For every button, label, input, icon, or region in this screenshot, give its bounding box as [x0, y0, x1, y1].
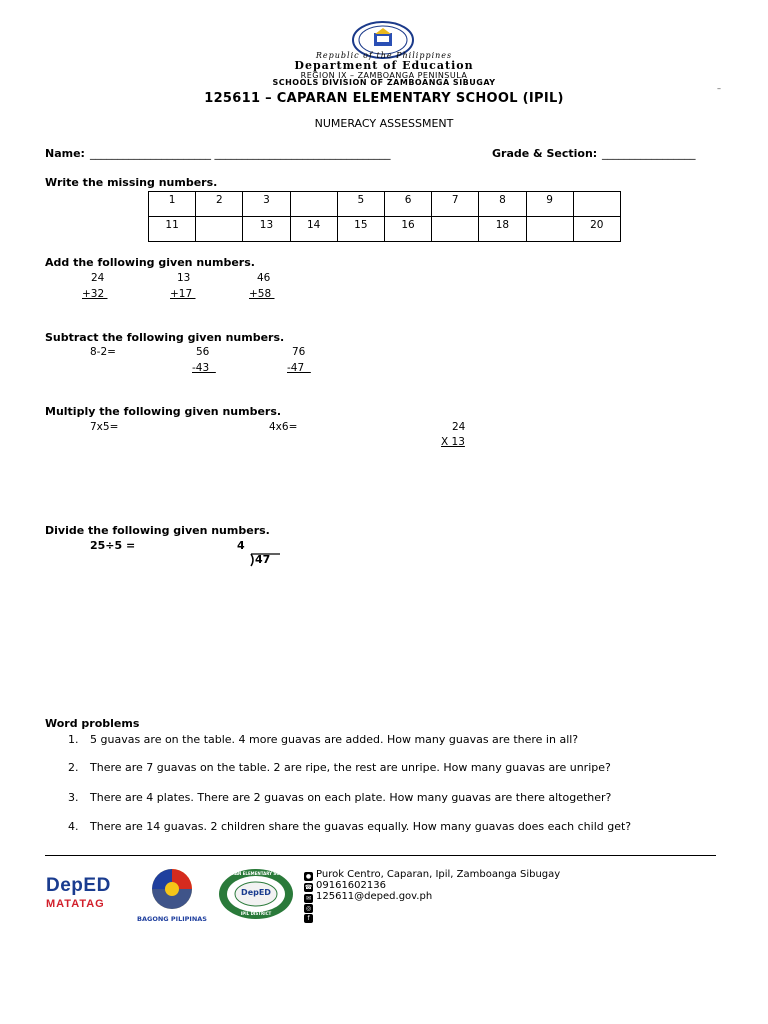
list-item [68, 791, 611, 804]
multiplication-vertical-top: 24 [452, 421, 466, 433]
school-seal-center-text: DepED [241, 888, 271, 897]
item-text: There are 4 plates. There are 2 guavas on each plate. How many guavas are there altogether? [90, 791, 612, 804]
list-item [68, 733, 578, 746]
table-cell: 13 [243, 217, 290, 242]
school-seal-district: IPIL DISTRICT [240, 911, 272, 916]
school-name: 125611 – CAPARAN ELEMENTARY SCHOOL (IPIL) [204, 91, 564, 106]
multiplication-inline-1: 7x5= [90, 421, 119, 433]
table-cell[interactable] [196, 217, 243, 242]
grade-section-blank[interactable]: _________________ [602, 147, 696, 160]
division-heading: Divide the following given numbers. [45, 524, 270, 537]
department-line: Department of Education [294, 59, 474, 72]
deped-matatag-logo [46, 875, 122, 917]
addition-heading: Add the following given numbers. [45, 256, 255, 269]
deped-logo-text: DepED [46, 875, 111, 896]
table-cell: 11 [149, 217, 196, 242]
table-cell[interactable] [290, 192, 337, 217]
table-row [149, 192, 621, 217]
addition-2-bottom: +17 [170, 288, 196, 300]
division-line: SCHOOLS DIVISION OF ZAMBOANGA SIBUGAY [272, 78, 496, 87]
contact-facebook [304, 911, 316, 923]
footer-divider [45, 855, 716, 856]
addition-2-top: 13 [177, 272, 191, 284]
item-number: 1. [68, 733, 79, 746]
facebook-icon: f [304, 914, 313, 923]
school-seal-logo [216, 867, 296, 921]
school-seal-text: CAPARAN ELEMENTARY SCHOOL [220, 871, 292, 876]
grade-section-label: Grade & Section: [492, 147, 598, 160]
table-cell[interactable] [432, 217, 479, 242]
missing-numbers-heading: Write the missing numbers. [45, 176, 218, 189]
page-title: NUMERACY ASSESSMENT [314, 117, 454, 130]
table-cell: 5 [337, 192, 384, 217]
multiplication-vertical-bottom: X 13 [441, 436, 465, 448]
subtraction-2-top: 76 [292, 346, 306, 358]
table-row [149, 217, 621, 242]
item-number: 2. [68, 761, 79, 774]
item-number: 4. [68, 820, 79, 833]
contact-email[interactable]: ✉ 125611@deped.gov.ph [305, 891, 433, 902]
list-item [68, 820, 631, 833]
table-cell: 14 [290, 217, 337, 242]
table-cell: 2 [196, 192, 243, 217]
addition-1-top: 24 [91, 272, 105, 284]
bagong-pilipinas-logo [134, 866, 210, 922]
matatag-logo-text: MATATAG [46, 898, 105, 910]
item-text: There are 14 guavas. 2 children share the guavas equally. How many guavas does each child get? [90, 820, 632, 833]
table-cell: 6 [384, 192, 431, 217]
multiplication-heading: Multiply the following given numbers. [45, 405, 282, 418]
table-cell: 20 [573, 217, 620, 242]
contact-address: ● Purok Centro, Caparan, Ipil, Zamboanga Sibugay [305, 869, 561, 880]
list-item [68, 761, 611, 774]
name-blank[interactable]: ______________________ ________________________________ [90, 147, 391, 160]
word-problems-heading: Word problems [45, 717, 140, 730]
subtraction-1-top: 56 [196, 346, 210, 358]
table-cell: 18 [479, 217, 526, 242]
multiplication-inline-2: 4x6= [269, 421, 298, 433]
subtraction-1-bottom: -43 [192, 362, 216, 374]
subtraction-2-bottom: -47 [287, 362, 311, 374]
item-text: 5 guavas are on the table. 4 more guavas are added. How many guavas are there in all? [90, 733, 579, 746]
phone-icon: ☎ [304, 884, 313, 891]
table-cell[interactable] [573, 192, 620, 217]
table-cell: 9 [526, 192, 573, 217]
subtraction-inline: 8-2= [90, 346, 116, 358]
addition-1-bottom: +32 [82, 288, 108, 300]
subtraction-heading: Subtract the following given numbers. [45, 331, 285, 344]
division-dividend: 47 [255, 553, 271, 566]
table-cell[interactable] [526, 217, 573, 242]
globe-icon: ◎ [305, 905, 312, 912]
table-cell: 1 [149, 192, 196, 217]
region-line: REGION IX – ZAMBOANGA PENINSULA [300, 71, 468, 80]
table-cell: 3 [243, 192, 290, 217]
table-cell: 15 [337, 217, 384, 242]
table-cell: 16 [384, 217, 431, 242]
item-number: 3. [68, 791, 79, 804]
table-cell: 7 [432, 192, 479, 217]
division-inline: 25÷5 = [90, 539, 136, 552]
contact-phone: ☎ 09161602136 [304, 880, 386, 891]
missing-numbers-table [148, 191, 621, 242]
republic-line: Republic of the Philippines [315, 51, 453, 60]
table-cell: 8 [479, 192, 526, 217]
bagong-pilipinas-text: BAGONG PILIPINAS [137, 915, 207, 923]
name-label: Name: [45, 147, 85, 160]
item-text: There are 7 guavas on the table. 2 are ripe, the rest are unripe. How many guavas are unripe? [90, 761, 611, 774]
addition-3-bottom: +58 [249, 288, 275, 300]
division-divisor: 4 [237, 539, 245, 552]
addition-3-top: 46 [257, 272, 271, 284]
location-icon: ● [305, 873, 312, 880]
email-icon: ✉ [305, 895, 312, 902]
corner-mark: – [717, 84, 721, 93]
